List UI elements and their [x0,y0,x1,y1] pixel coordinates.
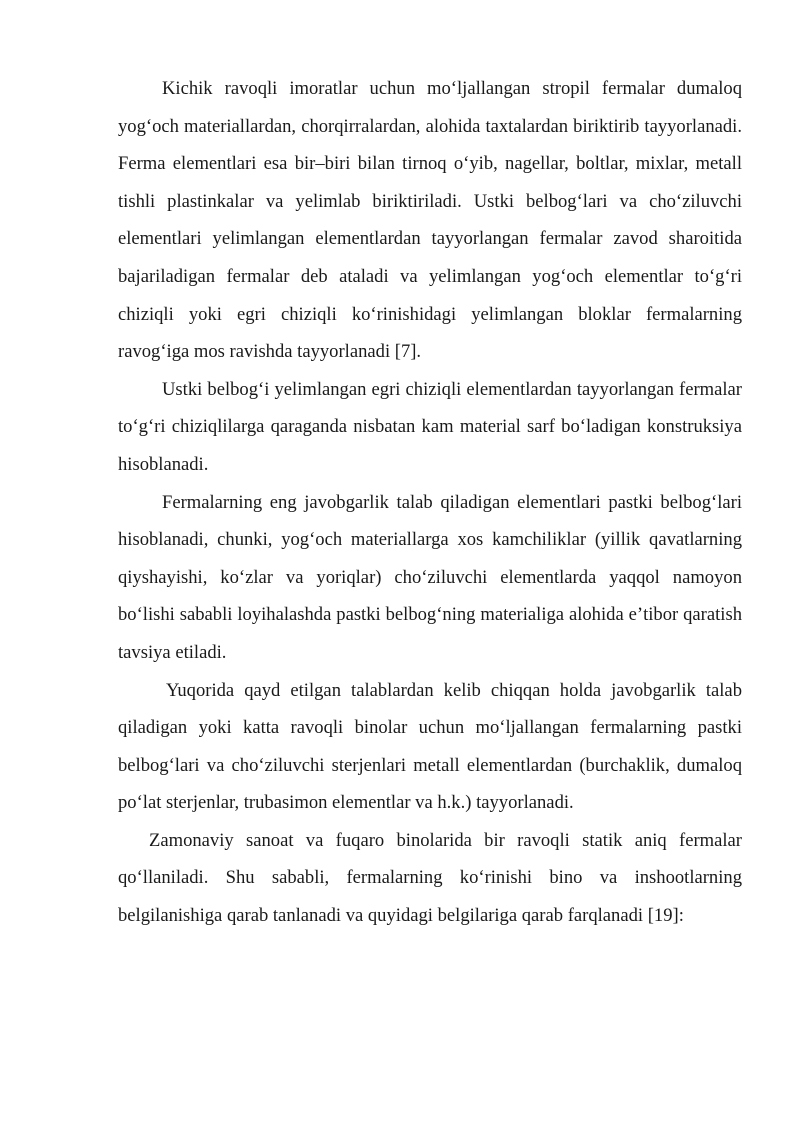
paragraph-4: Yuqorida qayd etilgan talablardan kelib chiqqan holda javobgarlik talab qiladigan yoki katta ravoqli binolar uchun moʻljallangan fermalarning pastki belbogʻlari va choʻziluvchi sterjenlari metall elementlardan (burchaklik, dumaloq poʻlat sterjenlar, trubasimon elementlar va h.k.) tayyorlanadi. [118,679,742,814]
paragraph-3: Fermalarning eng javobgarlik talab qiladigan elementlari pastki belbogʻlari hisoblanadi, chunki, yogʻoch materiallarga xos kamchiliklar (yillik qavatlarning qiyshayishi, koʻzlar va yoriqlar) choʻziluvchi elementlarda yaqqol namoyon boʻlishi sababli loyihalashda pastki belbogʻning materialiga alohida eʼtibor qaratish tavsiya etiladi. [118,491,742,663]
document-page [118,70,742,935]
paragraph-5: Zamonaviy sanoat va fuqaro binolarida bir ravoqli statik aniq fermalar qoʻllaniladi. Shu sababli, fermalarning koʻrinishi bino va inshootlarning belgilanishiga qarab tanlanadi va quyidagi belgilariga qarab farqlanadi [19]: [118,829,742,927]
paragraph-1: Kichik ravoqli imoratlar uchun moʻljallangan stropil fermalar dumaloq yogʻoch materiallardan, chorqirralardan, alohida taxtalardan biriktirib tayyorlanadi. Ferma elementlari esa bir–biri bilan tirnoq oʻyib, nagellar, boltlar, mixlar, metall tishli plastinkalar va yelimlab biriktiriladi. Ustki belbogʻlari va choʻziluvchi elementlari yelimlangan elementlardan tayyorlangan fermalar zavod sharoitida bajariladigan fermalar deb ataladi va yelimlangan yogʻoch elementlar toʻgʻri chiziqli yoki egri chiziqli koʻrinishidagi yelimlangan bloklar fermalarning ravogʻiga mos ravishda tayyorlanadi [7]. [118,78,742,363]
paragraph-2: Ustki belbogʻi yelimlangan egri chiziqli elementlardan tayyorlangan fermalar toʻgʻri chiziqlilarga qaraganda nisbatan kam material sarf boʻladigan konstruksiya hisoblanadi. [118,378,742,475]
